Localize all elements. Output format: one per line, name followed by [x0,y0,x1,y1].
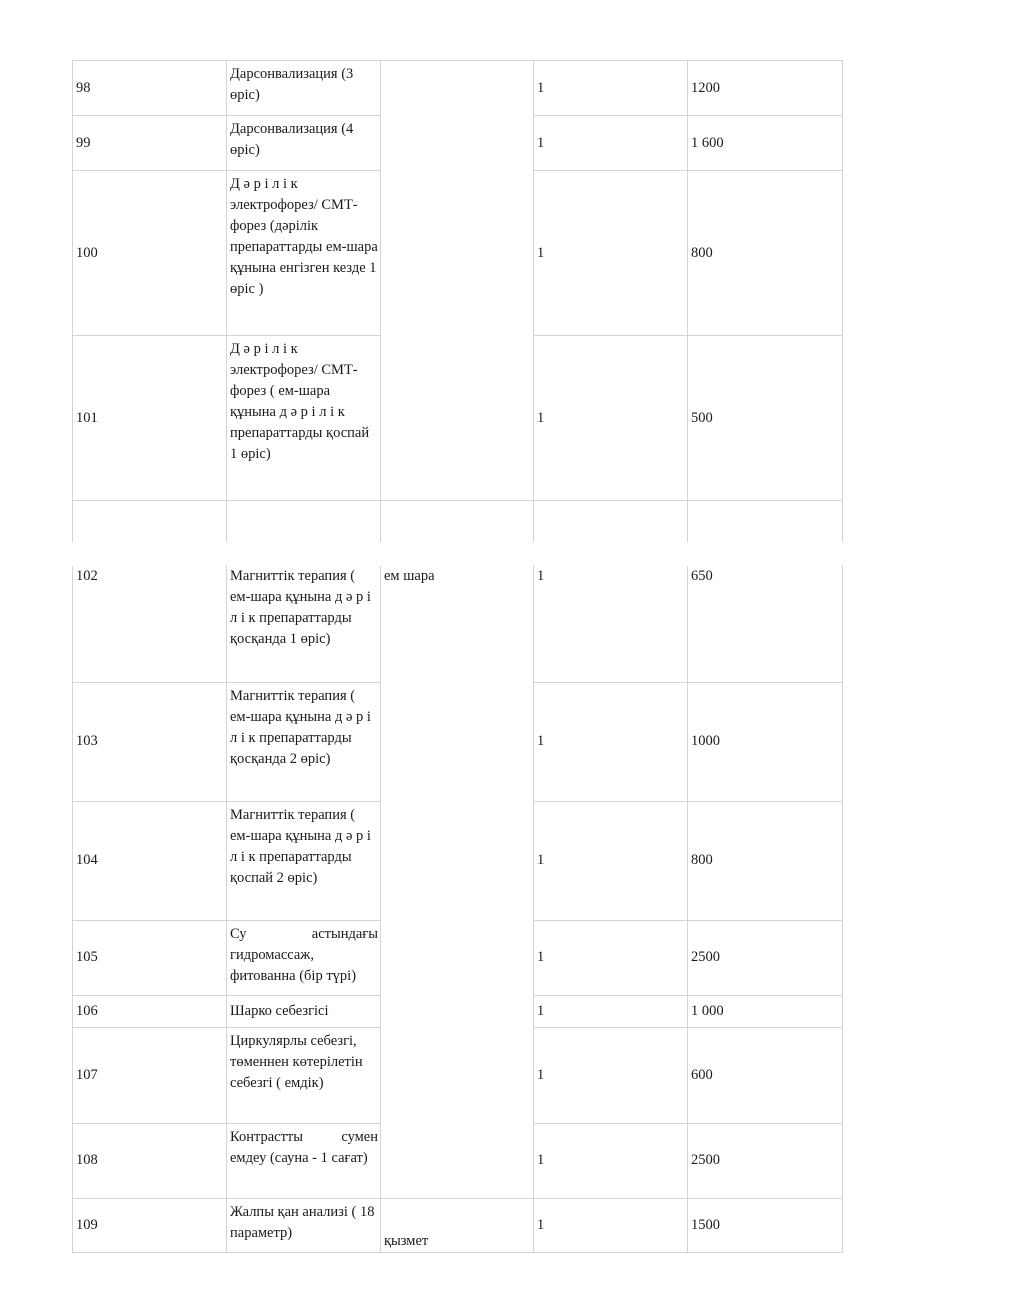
price-table-top [72,60,843,542]
row-number: 106 [73,995,227,1027]
service-name: Жалпы қан анализі ( 18 параметр) [227,1198,381,1252]
row-number: 107 [73,1027,227,1123]
unit-cell: қызмет [381,1198,534,1252]
price: 2500 [688,1123,843,1198]
service-name: Магниттік терапия ( ем-шара құнына д ә р і л і к препараттарды қосқанда 1 өріс) [227,566,381,682]
empty-cell [227,501,381,542]
table-row [73,61,843,116]
quantity: 1 [534,995,688,1027]
row-number: 105 [73,920,227,995]
quantity: 1 [534,1027,688,1123]
price: 1000 [688,682,843,801]
service-name: Дарсонвализация (3 өріс) [227,61,381,116]
row-number: 102 [73,566,227,682]
quantity: 1 [534,682,688,801]
quantity: 1 [534,336,688,501]
price: 600 [688,1027,843,1123]
service-name: Контрастты сумен емдеу (сауна - 1 сағат) [227,1123,381,1198]
service-name: Циркулярлы себезгі, төменнен көтерілетін себезгі ( емдік) [227,1027,381,1123]
row-number: 101 [73,336,227,501]
quantity: 1 [534,801,688,920]
quantity: 1 [534,920,688,995]
price: 800 [688,801,843,920]
quantity: 1 [534,1198,688,1252]
quantity: 1 [534,61,688,116]
row-number: 100 [73,171,227,336]
empty-cell [381,501,534,542]
price: 1500 [688,1198,843,1252]
price: 1200 [688,61,843,116]
price-table-bottom [72,566,843,1253]
row-number: 103 [73,682,227,801]
row-number: 99 [73,116,227,171]
price: 500 [688,336,843,501]
service-name: Дарсонвализация (4 өріс) [227,116,381,171]
table-row-empty [73,501,843,542]
service-name: Су астындағы гидромассаж, фитованна (бір түрі) [227,920,381,995]
service-name: Шарко себезгісі [227,995,381,1027]
row-number: 109 [73,1198,227,1252]
quantity: 1 [534,566,688,682]
row-number: 104 [73,801,227,920]
service-name: Магниттік терапия ( ем-шара құнына д ә р і л і к препараттарды қоспай 2 өріс) [227,801,381,920]
service-name: Д ә р і л і к электрофорез/ СМТ-форез ( ем-шара құнына д ә р і л і к препараттарды қоспай 1 өріс) [227,336,381,501]
service-name: Д ә р і л і к электрофорез/ СМТ-форез (дәрілік препараттарды ем-шара құнына енгізген кезде 1 өріс ) [227,171,381,336]
quantity: 1 [534,116,688,171]
price: 1 600 [688,116,843,171]
unit-cell: ем шара [381,566,534,1198]
price: 2500 [688,920,843,995]
table-row [73,566,843,682]
price: 800 [688,171,843,336]
row-number: 98 [73,61,227,116]
empty-cell [688,501,843,542]
service-name: Магниттік терапия ( ем-шара құнына д ә р і л і к препараттарды қосқанда 2 өріс) [227,682,381,801]
quantity: 1 [534,171,688,336]
empty-cell [73,501,227,542]
row-number: 108 [73,1123,227,1198]
price: 650 [688,566,843,682]
table-row [73,1198,843,1252]
empty-cell [534,501,688,542]
quantity: 1 [534,1123,688,1198]
unit-cell [381,61,534,501]
price: 1 000 [688,995,843,1027]
